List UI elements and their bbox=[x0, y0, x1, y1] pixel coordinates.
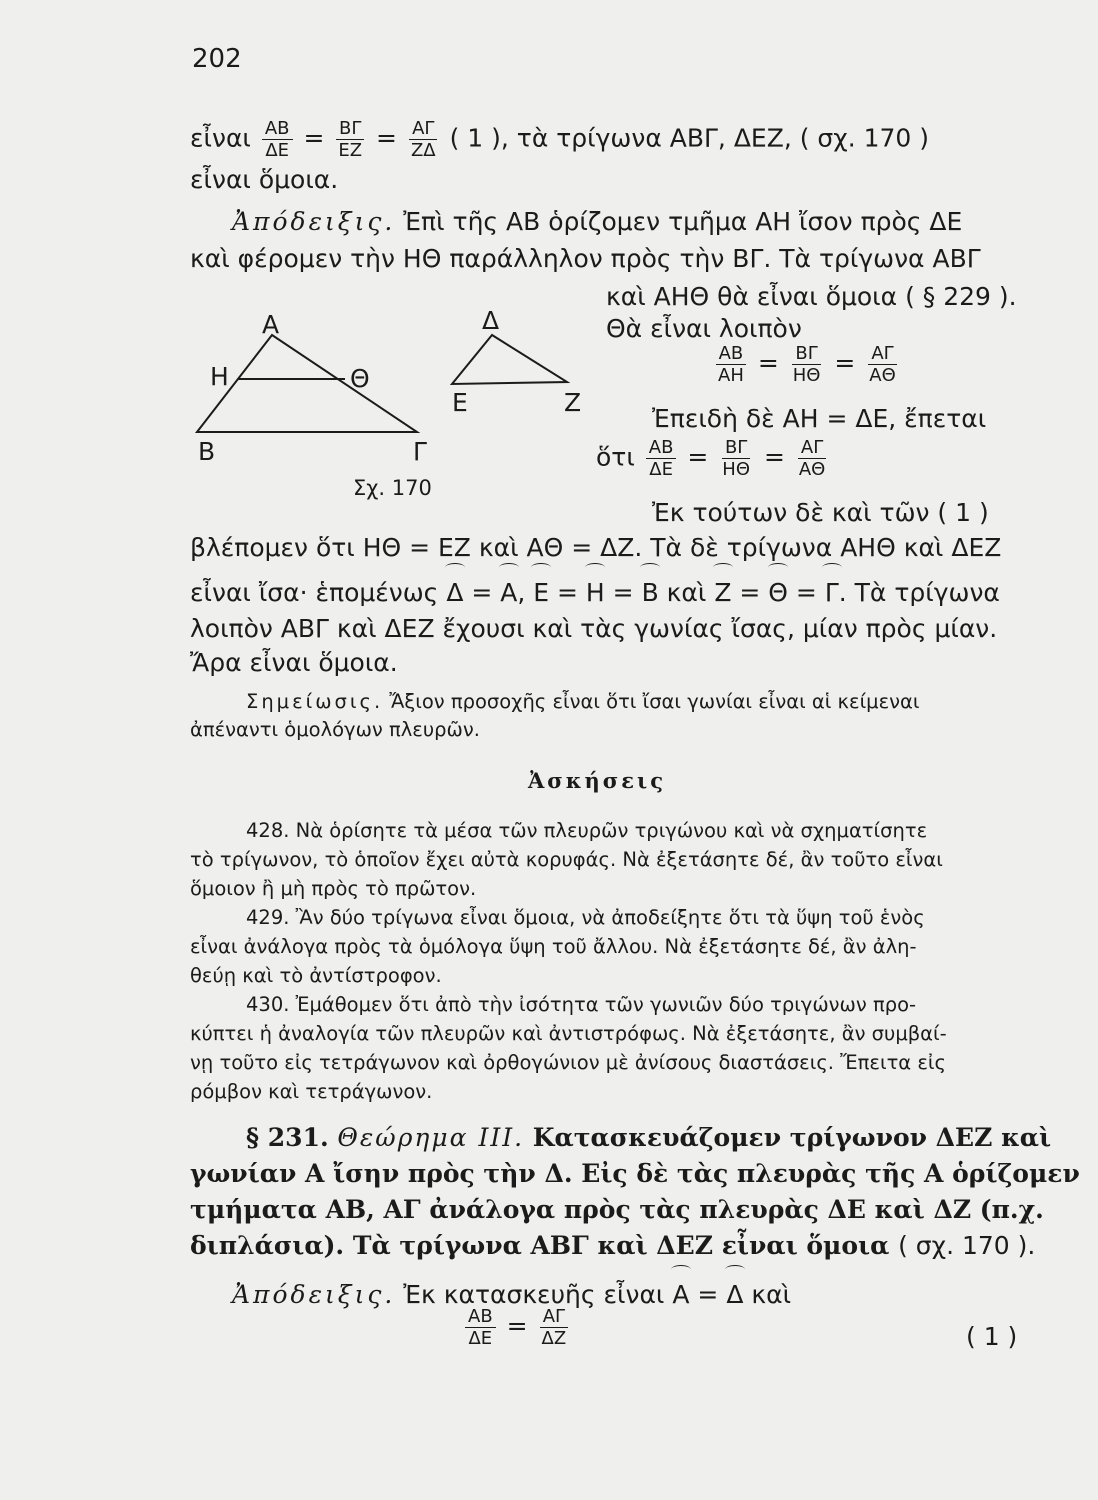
angle-beta: Β bbox=[642, 576, 659, 610]
theorem-line3: τμήματα ΑΒ, ΑΓ ἀνάλογα πρὸς τὰς πλευρὰς ΔΕ καὶ ΔΖ (π.χ. bbox=[190, 1195, 1044, 1224]
proof2-equation bbox=[462, 1306, 572, 1349]
ex430-line1: 430. Ἐμάθομεν ὅτι ἀπὸ τὴν ἰσότητα τῶν γωνιῶν δύο τριγώνων προ- bbox=[246, 993, 917, 1016]
label-E: Ε bbox=[452, 388, 468, 417]
label-H: Η bbox=[210, 362, 229, 391]
equals-sign: = bbox=[376, 123, 397, 153]
equals-sign: = bbox=[834, 348, 856, 378]
equation-number: ( 1 ) bbox=[966, 1322, 1018, 1351]
ex430-line3: νῃ τοῦτο εἰς τετράγωνον καὶ ὀρθογώνιον μὲ ἀνίσους διαστάσεις. Ἔπειτα εἰς bbox=[190, 1051, 946, 1074]
angle-delta: Δ bbox=[446, 576, 463, 610]
angle-zeta: Ζ bbox=[714, 576, 731, 610]
proof2-label: Ἀπόδειξις. bbox=[232, 1280, 396, 1309]
ex428-line1: 428. Νὰ ὁρίσητε τὰ μέσα τῶν πλευρῶν τριγώνου καὶ νὰ σχηματίσητε bbox=[246, 819, 928, 842]
angle-epsilon: Ε bbox=[533, 576, 549, 610]
theorem-line1-text: Κατασκευάζομεν τρίγωνον ΔΕΖ καὶ bbox=[532, 1123, 1052, 1152]
proof-label: Ἀπόδειξις. bbox=[232, 207, 396, 236]
equals-sign: = bbox=[763, 442, 785, 472]
fraction: $\frac{AB}{AH}$ bbox=[715, 343, 747, 386]
fraction: $\frac{AB}{\Delta E}$ bbox=[646, 437, 677, 480]
ex428-line3: ὅμοιον ἢ μὴ πρὸς τὸ πρῶτον. bbox=[190, 877, 477, 900]
note-label: Σημείωσις. bbox=[246, 690, 384, 713]
fraction: $\frac{B\Gamma}{H\Theta}$ bbox=[792, 343, 821, 386]
note-line2: ἀπέναντι ὁμολόγων πλευρῶν. bbox=[190, 718, 480, 741]
fraction: $\frac{A\Gamma}{A\Theta}$ bbox=[869, 343, 896, 386]
proof1-line8: εἶναι ἴσα· ἑπομένως Δ = Α, Ε = Η = Β καὶ Ζ = Θ = Γ. Τὰ τρίγωνα bbox=[190, 576, 1000, 610]
angle-alpha: Α bbox=[672, 1278, 689, 1312]
proof1-line2: καὶ φέρομεν τὴν ΗΘ παράλληλον πρὸς τὴν ΒΓ. Τὰ τρίγωνα ΑΒΓ bbox=[190, 244, 981, 273]
fraction-bg-ez: $\frac{B\Gamma}{EZ}$ bbox=[335, 118, 365, 161]
ex429-line3: θεύῃ καὶ τὸ ἀντίστροφον. bbox=[190, 964, 442, 987]
fraction: $\frac{A\Gamma}{A\Theta}$ bbox=[798, 437, 826, 480]
label-D: Δ bbox=[482, 306, 500, 335]
proof1-line7: βλέπομεν ὅτι ΗΘ = ΕΖ καὶ ΑΘ = ΔΖ. Τὰ δὲ τρίγωνα ΑΗΘ καὶ ΔΕΖ bbox=[190, 533, 1002, 562]
intro-einai: εἶναι bbox=[190, 123, 251, 153]
angle-theta: Θ bbox=[768, 576, 788, 610]
proof1-line1-text: Ἐπὶ τῆς ΑΒ ὁρίζομεν τμῆμα ΑΗ ἴσον πρὸς ΔΕ bbox=[403, 207, 963, 236]
label-B: Β bbox=[198, 437, 216, 466]
theorem-number: § 231. bbox=[246, 1123, 329, 1152]
proof1-line1 bbox=[232, 205, 962, 239]
theorem-line1 bbox=[246, 1120, 1051, 1155]
fraction-ab-de: $\frac{AB}{\Delta E}$ bbox=[262, 118, 293, 161]
theorem-line2: γωνίαν Α ἴσην πρὸς τὴν Δ. Εἰς δὲ τὰς πλευρὰς τῆς Α ὁρίζομεν bbox=[190, 1159, 1080, 1188]
note-line1 bbox=[246, 688, 919, 715]
triangle-dez bbox=[452, 335, 567, 384]
ex430-line4: ρόμβον καὶ τετράγωνον. bbox=[190, 1080, 433, 1103]
page-number: 202 bbox=[192, 44, 242, 74]
proof1-line3: καὶ ΑΗΘ θὰ εἶναι ὅμοια ( § 229 ). bbox=[606, 282, 1017, 311]
proof1-line10: Ἄρα εἶναι ὅμοια. bbox=[190, 648, 398, 677]
ex430-line2: κύπτει ἡ ἀναλογία τῶν πλευρῶν καὶ ἀντιστρόφως. Νὰ ἐξετάσητε, ἂν συμβαί- bbox=[190, 1022, 947, 1045]
proof1-line4: Θὰ εἶναι λοιπὸν bbox=[606, 314, 802, 343]
proof1-equation1 bbox=[712, 343, 902, 386]
fraction-ag-zd: $\frac{A\Gamma}{Z\Delta}$ bbox=[410, 118, 436, 161]
proof1-line6: Ἐκ τούτων δὲ καὶ τῶν ( 1 ) bbox=[652, 498, 989, 527]
label-G: Γ bbox=[413, 437, 427, 466]
ex428-line2: τὸ τρίγωνον, τὸ ὁποῖον ἔχει αὐτὰ κορυφάς. Νὰ ἐξετάσητε δέ, ἂν τοῦτο εἶναι bbox=[190, 848, 943, 871]
ex429-line1: 429. Ἂν δύο τρίγωνα εἶναι ὅμοια, νὰ ἀποδείξητε ὅτι τὰ ὕψη τοῦ ἑνὸς bbox=[246, 906, 925, 929]
proof2-text: Ἐκ κατασκευῆς εἶναι bbox=[403, 1280, 665, 1309]
equals-sign: = bbox=[506, 1311, 528, 1341]
theorem-line4 bbox=[190, 1228, 1035, 1263]
theorem-line4-tail: ( σχ. 170 ). bbox=[898, 1231, 1036, 1260]
ex429-line2: εἶναι ἀνάλογα πρὸς τὰ ὁμόλογα ὕψη τοῦ ἄλλου. Νὰ ἐξετάσητε δέ, ἂν ἀλη- bbox=[190, 935, 917, 958]
oti-word: ὅτι bbox=[596, 442, 635, 472]
angle-eta: Η bbox=[586, 576, 605, 610]
intro-equation-line bbox=[190, 118, 929, 161]
triangle-abg bbox=[197, 335, 417, 432]
theorem-line4-bold: διπλάσια). Τὰ τρίγωνα ΑΒΓ καὶ ΔΕΖ εἶναι ὅμοια bbox=[190, 1231, 890, 1260]
equals-sign: = bbox=[757, 348, 779, 378]
angle-gamma: Γ bbox=[825, 576, 839, 610]
equals-sign: = bbox=[303, 123, 325, 153]
intro-line2: εἶναι ὅμοια. bbox=[190, 165, 339, 194]
equals-sign: = bbox=[697, 1280, 719, 1309]
label-A: Α bbox=[262, 310, 280, 339]
intro-tail: ( 1 ), τὰ τρίγωνα ΑΒΓ, ΔΕΖ, ( σχ. 170 ) bbox=[449, 123, 930, 153]
label-Z: Ζ bbox=[564, 388, 582, 417]
angle-alpha: Α bbox=[500, 576, 517, 610]
label-Th: Θ bbox=[350, 364, 370, 393]
equals-sign: = bbox=[687, 442, 709, 472]
fraction-ab-de: $\frac{AB}{\Delta E}$ bbox=[465, 1306, 496, 1349]
proof1-line9: λοιπὸν ΑΒΓ καὶ ΔΕΖ ἔχουσι καὶ τὰς γωνίας ἴσας, μίαν πρὸς μίαν. bbox=[190, 614, 998, 643]
exercises-heading: Ἀσκήσεις bbox=[528, 768, 666, 793]
figure-170 bbox=[180, 300, 600, 510]
proof1-line5: Ἐπειδὴ δὲ ΑΗ = ΔΕ, ἔπεται bbox=[652, 404, 987, 433]
fraction-ag-dz: $\frac{A\Gamma}{\Delta Z}$ bbox=[541, 1306, 567, 1349]
kai-word: καὶ bbox=[751, 1280, 792, 1309]
angle-delta: Δ bbox=[726, 1278, 743, 1312]
fraction: $\frac{B\Gamma}{H\Theta}$ bbox=[722, 437, 750, 480]
theorem-name: Θεώρημα ΙΙΙ. bbox=[337, 1123, 525, 1152]
proof1-equation2 bbox=[596, 437, 831, 480]
figure-caption: Σχ. 170 bbox=[353, 476, 432, 500]
note-line1-text: Ἄξιον προσοχῆς εἶναι ὅτι ἴσαι γωνίαι εἶναι αἱ κείμεναι bbox=[389, 690, 920, 713]
